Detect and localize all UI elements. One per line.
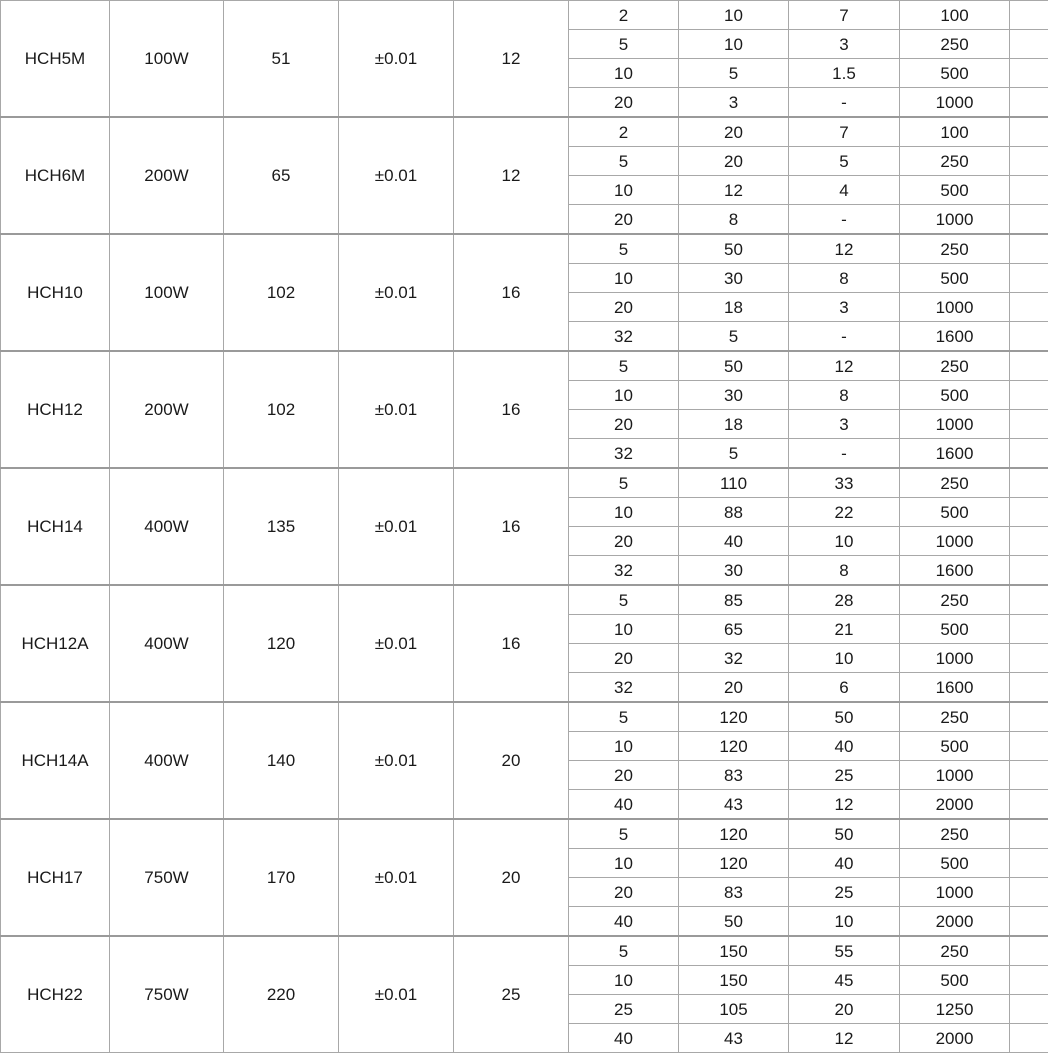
sub-col-d-cell: 250 xyxy=(900,30,1010,59)
power-cell: 200W xyxy=(110,351,224,468)
sub-col-c-cell: 3 xyxy=(789,293,900,322)
sub-col-c-cell: 33 xyxy=(789,468,900,498)
sub-col-a-cell: 2 xyxy=(569,1,679,30)
sub-col-b-cell: 32 xyxy=(679,644,789,673)
sub-col-a-cell: 2 xyxy=(569,117,679,147)
accuracy-cell: ±0.01 xyxy=(339,819,454,936)
sub-col-c-cell: 3 xyxy=(789,30,900,59)
sub-col-b-cell: 110 xyxy=(679,468,789,498)
sub-col-b-cell: 10 xyxy=(679,1,789,30)
power-cell: 750W xyxy=(110,936,224,1053)
spec-table-body xyxy=(1,1,1048,1053)
sub-col-d-cell: 1600 xyxy=(900,322,1010,352)
sub-col-a-cell: 32 xyxy=(569,556,679,586)
sub-col-b-cell: 30 xyxy=(679,381,789,410)
sub-col-c-cell: 10 xyxy=(789,644,900,673)
sub-col-a-cell: 20 xyxy=(569,878,679,907)
empty-cell xyxy=(1010,176,1048,205)
sub-col-d-cell: 500 xyxy=(900,176,1010,205)
sub-col-b-cell: 30 xyxy=(679,264,789,293)
sub-col-d-cell: 1600 xyxy=(900,673,1010,703)
sub-col-c-cell: 4 xyxy=(789,176,900,205)
power-cell: 400W xyxy=(110,468,224,585)
sub-col-b-cell: 20 xyxy=(679,673,789,703)
empty-cell xyxy=(1010,1,1048,30)
empty-cell xyxy=(1010,644,1048,673)
empty-cell xyxy=(1010,30,1048,59)
sub-col-c-cell: 12 xyxy=(789,790,900,820)
sub-col-a-cell: 10 xyxy=(569,59,679,88)
value-cell: 51 xyxy=(224,1,339,118)
empty-cell xyxy=(1010,936,1048,966)
sub-col-b-cell: 40 xyxy=(679,527,789,556)
sub-col-d-cell: 500 xyxy=(900,498,1010,527)
table-row xyxy=(1,351,1048,381)
empty-cell xyxy=(1010,585,1048,615)
sub-col-c-cell: 55 xyxy=(789,936,900,966)
empty-cell xyxy=(1010,732,1048,761)
sub-col-d-cell: 1600 xyxy=(900,439,1010,469)
sub-col-a-cell: 10 xyxy=(569,732,679,761)
value-cell: 135 xyxy=(224,468,339,585)
sub-col-c-cell: 12 xyxy=(789,234,900,264)
size-cell: 16 xyxy=(454,585,569,702)
sub-col-b-cell: 5 xyxy=(679,59,789,88)
sub-col-d-cell: 250 xyxy=(900,585,1010,615)
sub-col-c-cell: 7 xyxy=(789,117,900,147)
sub-col-d-cell: 250 xyxy=(900,351,1010,381)
empty-cell xyxy=(1010,1024,1048,1053)
sub-col-a-cell: 5 xyxy=(569,147,679,176)
sub-col-a-cell: 10 xyxy=(569,849,679,878)
size-cell: 20 xyxy=(454,702,569,819)
sub-col-b-cell: 120 xyxy=(679,702,789,732)
sub-col-b-cell: 5 xyxy=(679,439,789,469)
model-cell: HCH5M xyxy=(1,1,110,118)
sub-col-b-cell: 12 xyxy=(679,176,789,205)
sub-col-a-cell: 32 xyxy=(569,322,679,352)
sub-col-d-cell: 1000 xyxy=(900,761,1010,790)
empty-cell xyxy=(1010,995,1048,1024)
accuracy-cell: ±0.01 xyxy=(339,702,454,819)
sub-col-d-cell: 250 xyxy=(900,234,1010,264)
sub-col-b-cell: 20 xyxy=(679,147,789,176)
empty-cell xyxy=(1010,849,1048,878)
sub-col-a-cell: 10 xyxy=(569,381,679,410)
empty-cell xyxy=(1010,790,1048,820)
sub-col-b-cell: 120 xyxy=(679,849,789,878)
empty-cell xyxy=(1010,527,1048,556)
table-row xyxy=(1,468,1048,498)
power-cell: 750W xyxy=(110,819,224,936)
model-cell: HCH6M xyxy=(1,117,110,234)
size-cell: 16 xyxy=(454,234,569,351)
size-cell: 16 xyxy=(454,351,569,468)
sub-col-c-cell: 6 xyxy=(789,673,900,703)
sub-col-b-cell: 43 xyxy=(679,790,789,820)
accuracy-cell: ±0.01 xyxy=(339,1,454,118)
sub-col-c-cell: 40 xyxy=(789,849,900,878)
empty-cell xyxy=(1010,205,1048,235)
model-cell: HCH12A xyxy=(1,585,110,702)
sub-col-d-cell: 250 xyxy=(900,819,1010,849)
empty-cell xyxy=(1010,702,1048,732)
sub-col-b-cell: 8 xyxy=(679,205,789,235)
sub-col-d-cell: 1250 xyxy=(900,995,1010,1024)
sub-col-d-cell: 250 xyxy=(900,147,1010,176)
sub-col-c-cell: 21 xyxy=(789,615,900,644)
sub-col-a-cell: 20 xyxy=(569,88,679,118)
sub-col-d-cell: 500 xyxy=(900,264,1010,293)
model-cell: HCH12 xyxy=(1,351,110,468)
sub-col-c-cell: 3 xyxy=(789,410,900,439)
value-cell: 102 xyxy=(224,351,339,468)
table-row xyxy=(1,585,1048,615)
sub-col-d-cell: 500 xyxy=(900,59,1010,88)
sub-col-a-cell: 5 xyxy=(569,30,679,59)
sub-col-a-cell: 20 xyxy=(569,410,679,439)
empty-cell xyxy=(1010,439,1048,469)
sub-col-a-cell: 20 xyxy=(569,761,679,790)
sub-col-a-cell: 5 xyxy=(569,234,679,264)
value-cell: 120 xyxy=(224,585,339,702)
sub-col-b-cell: 18 xyxy=(679,293,789,322)
sub-col-d-cell: 1000 xyxy=(900,205,1010,235)
sub-col-a-cell: 5 xyxy=(569,819,679,849)
sub-col-b-cell: 50 xyxy=(679,234,789,264)
empty-cell xyxy=(1010,234,1048,264)
sub-col-c-cell: 8 xyxy=(789,264,900,293)
sub-col-a-cell: 10 xyxy=(569,615,679,644)
sub-col-a-cell: 40 xyxy=(569,907,679,937)
sub-col-c-cell: 10 xyxy=(789,527,900,556)
value-cell: 170 xyxy=(224,819,339,936)
sub-col-d-cell: 1000 xyxy=(900,88,1010,118)
accuracy-cell: ±0.01 xyxy=(339,936,454,1053)
sub-col-a-cell: 32 xyxy=(569,439,679,469)
sub-col-d-cell: 500 xyxy=(900,381,1010,410)
empty-cell xyxy=(1010,293,1048,322)
table-row xyxy=(1,117,1048,147)
sub-col-b-cell: 120 xyxy=(679,819,789,849)
model-cell: HCH10 xyxy=(1,234,110,351)
sub-col-b-cell: 105 xyxy=(679,995,789,1024)
table-row xyxy=(1,936,1048,966)
sub-col-c-cell: 12 xyxy=(789,1024,900,1053)
sub-col-c-cell: 8 xyxy=(789,381,900,410)
empty-cell xyxy=(1010,966,1048,995)
sub-col-c-cell: 5 xyxy=(789,147,900,176)
sub-col-a-cell: 32 xyxy=(569,673,679,703)
sub-col-a-cell: 25 xyxy=(569,995,679,1024)
sub-col-a-cell: 20 xyxy=(569,644,679,673)
empty-cell xyxy=(1010,615,1048,644)
sub-col-a-cell: 5 xyxy=(569,702,679,732)
sub-col-a-cell: 40 xyxy=(569,1024,679,1053)
size-cell: 16 xyxy=(454,468,569,585)
power-cell: 400W xyxy=(110,585,224,702)
sub-col-a-cell: 5 xyxy=(569,468,679,498)
empty-cell xyxy=(1010,878,1048,907)
sub-col-a-cell: 20 xyxy=(569,205,679,235)
sub-col-b-cell: 85 xyxy=(679,585,789,615)
empty-cell xyxy=(1010,264,1048,293)
accuracy-cell: ±0.01 xyxy=(339,468,454,585)
empty-cell xyxy=(1010,381,1048,410)
power-cell: 100W xyxy=(110,234,224,351)
sub-col-b-cell: 88 xyxy=(679,498,789,527)
sub-col-a-cell: 10 xyxy=(569,176,679,205)
value-cell: 140 xyxy=(224,702,339,819)
sub-col-c-cell: 45 xyxy=(789,966,900,995)
empty-cell xyxy=(1010,819,1048,849)
power-cell: 200W xyxy=(110,117,224,234)
sub-col-d-cell: 100 xyxy=(900,117,1010,147)
sub-col-d-cell: 250 xyxy=(900,936,1010,966)
sub-col-b-cell: 30 xyxy=(679,556,789,586)
table-row xyxy=(1,234,1048,264)
value-cell: 102 xyxy=(224,234,339,351)
sub-col-b-cell: 120 xyxy=(679,732,789,761)
sub-col-d-cell: 1000 xyxy=(900,644,1010,673)
sub-col-b-cell: 50 xyxy=(679,907,789,937)
value-cell: 65 xyxy=(224,117,339,234)
sub-col-b-cell: 150 xyxy=(679,966,789,995)
power-cell: 100W xyxy=(110,1,224,118)
size-cell: 20 xyxy=(454,819,569,936)
accuracy-cell: ±0.01 xyxy=(339,117,454,234)
power-cell: 400W xyxy=(110,702,224,819)
sub-col-a-cell: 5 xyxy=(569,585,679,615)
sub-col-d-cell: 500 xyxy=(900,966,1010,995)
value-cell: 220 xyxy=(224,936,339,1053)
sub-col-a-cell: 5 xyxy=(569,351,679,381)
empty-cell xyxy=(1010,322,1048,352)
sub-col-c-cell: 25 xyxy=(789,878,900,907)
sub-col-b-cell: 150 xyxy=(679,936,789,966)
sub-col-c-cell: 28 xyxy=(789,585,900,615)
empty-cell xyxy=(1010,410,1048,439)
sub-col-a-cell: 20 xyxy=(569,293,679,322)
sub-col-a-cell: 10 xyxy=(569,498,679,527)
sub-col-c-cell: 40 xyxy=(789,732,900,761)
sub-col-b-cell: 83 xyxy=(679,878,789,907)
empty-cell xyxy=(1010,147,1048,176)
empty-cell xyxy=(1010,761,1048,790)
empty-cell xyxy=(1010,351,1048,381)
sub-col-c-cell: 10 xyxy=(789,907,900,937)
sub-col-b-cell: 20 xyxy=(679,117,789,147)
sub-col-a-cell: 20 xyxy=(569,527,679,556)
sub-col-c-cell: 25 xyxy=(789,761,900,790)
table-row xyxy=(1,819,1048,849)
model-cell: HCH14 xyxy=(1,468,110,585)
sub-col-d-cell: 2000 xyxy=(900,790,1010,820)
empty-cell xyxy=(1010,907,1048,937)
sub-col-d-cell: 1000 xyxy=(900,878,1010,907)
sub-col-b-cell: 43 xyxy=(679,1024,789,1053)
sub-col-c-cell: - xyxy=(789,205,900,235)
sub-col-d-cell: 500 xyxy=(900,732,1010,761)
sub-col-c-cell: - xyxy=(789,439,900,469)
sub-col-c-cell: 20 xyxy=(789,995,900,1024)
empty-cell xyxy=(1010,498,1048,527)
size-cell: 25 xyxy=(454,936,569,1053)
sub-col-d-cell: 1600 xyxy=(900,556,1010,586)
sub-col-d-cell: 500 xyxy=(900,615,1010,644)
empty-cell xyxy=(1010,556,1048,586)
sub-col-c-cell: 12 xyxy=(789,351,900,381)
sub-col-c-cell: - xyxy=(789,322,900,352)
sub-col-b-cell: 5 xyxy=(679,322,789,352)
sub-col-d-cell: 500 xyxy=(900,849,1010,878)
sub-col-d-cell: 1000 xyxy=(900,527,1010,556)
empty-cell xyxy=(1010,59,1048,88)
accuracy-cell: ±0.01 xyxy=(339,234,454,351)
sub-col-c-cell: 22 xyxy=(789,498,900,527)
sub-col-b-cell: 83 xyxy=(679,761,789,790)
size-cell: 12 xyxy=(454,117,569,234)
sub-col-b-cell: 3 xyxy=(679,88,789,118)
empty-cell xyxy=(1010,673,1048,703)
sub-col-a-cell: 10 xyxy=(569,264,679,293)
sub-col-c-cell: 8 xyxy=(789,556,900,586)
sub-col-b-cell: 10 xyxy=(679,30,789,59)
model-cell: HCH14A xyxy=(1,702,110,819)
accuracy-cell: ±0.01 xyxy=(339,351,454,468)
sub-col-d-cell: 250 xyxy=(900,702,1010,732)
sub-col-d-cell: 2000 xyxy=(900,907,1010,937)
table-row xyxy=(1,702,1048,732)
sub-col-d-cell: 1000 xyxy=(900,293,1010,322)
empty-cell xyxy=(1010,468,1048,498)
sub-col-b-cell: 18 xyxy=(679,410,789,439)
empty-cell xyxy=(1010,88,1048,118)
table-row xyxy=(1,1,1048,30)
sub-col-c-cell: 7 xyxy=(789,1,900,30)
sub-col-c-cell: 50 xyxy=(789,702,900,732)
sub-col-d-cell: 250 xyxy=(900,468,1010,498)
model-cell: HCH17 xyxy=(1,819,110,936)
size-cell: 12 xyxy=(454,1,569,118)
sub-col-c-cell: - xyxy=(789,88,900,118)
sub-col-d-cell: 1000 xyxy=(900,410,1010,439)
sub-col-a-cell: 40 xyxy=(569,790,679,820)
sub-col-a-cell: 5 xyxy=(569,936,679,966)
sub-col-d-cell: 100 xyxy=(900,1,1010,30)
sub-col-b-cell: 50 xyxy=(679,351,789,381)
sub-col-c-cell: 1.5 xyxy=(789,59,900,88)
sub-col-c-cell: 50 xyxy=(789,819,900,849)
sub-col-a-cell: 10 xyxy=(569,966,679,995)
empty-cell xyxy=(1010,117,1048,147)
sub-col-d-cell: 2000 xyxy=(900,1024,1010,1053)
sub-col-b-cell: 65 xyxy=(679,615,789,644)
accuracy-cell: ±0.01 xyxy=(339,585,454,702)
model-cell: HCH22 xyxy=(1,936,110,1053)
